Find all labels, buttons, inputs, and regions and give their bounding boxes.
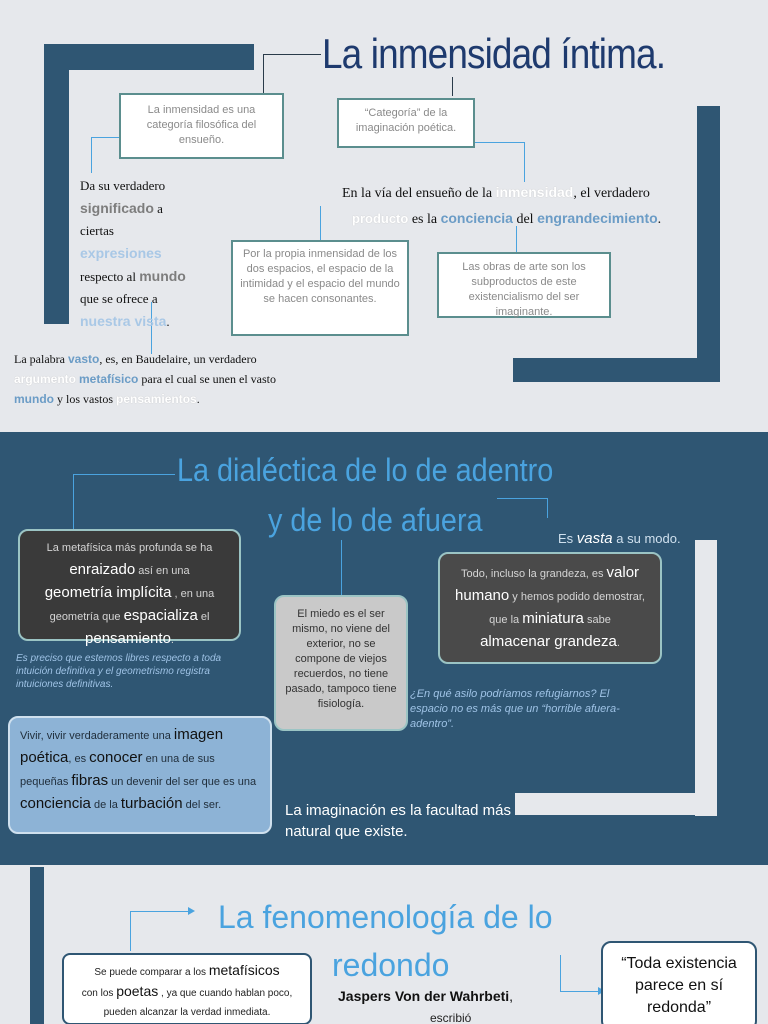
text-fragment: de la — [93, 799, 118, 811]
keyword-imagen-poetica: imagen poética — [20, 726, 224, 766]
text-fragment: así en una — [138, 565, 190, 577]
keyword-conciencia-ser: conciencia — [20, 795, 91, 812]
keyword-fibras: fibras — [71, 772, 109, 789]
box-quote: “Toda existencia parece en sí redonda” — [601, 941, 757, 1024]
keyword-almacenar-grandeza: almacenar grandeza — [480, 633, 617, 650]
text-fragment: Jaspers Von der Wahrbeti — [338, 988, 510, 1004]
text-fragment: del ser. — [185, 799, 222, 811]
bracket-left-vertical-3 — [30, 867, 44, 1024]
text-fragment: . — [616, 637, 620, 649]
text-fragment: a ciertas — [80, 201, 163, 238]
text-imaginacion: La imaginación es la facultad más natural que existe. — [285, 802, 511, 840]
keyword-mundo-vasto: mundo — [14, 392, 54, 406]
text-escribio: escribió — [430, 1011, 472, 1024]
box-miedo: El miedo es el ser mismo, no viene del exterior, no se compone de viejos recuerdos, no tiene pasado, tampoco tiene fisiología. — [274, 595, 408, 731]
text-fragment: en una de sus pequeñas — [20, 753, 215, 788]
connector-title-right — [452, 77, 453, 96]
keyword-espacializa: espacializa — [123, 607, 198, 624]
keyword-pensamientos: pensamientos — [116, 392, 197, 406]
text-fragment: del — [516, 212, 534, 227]
keyword-conciencia: conciencia — [440, 210, 513, 226]
keyword-significado: significado — [80, 200, 154, 216]
keyword-argumento: argumento — [14, 372, 77, 386]
text-fragment: , es, en Baudelaire, un verdadero — [99, 352, 257, 366]
text-fragment: Da su verdadero — [80, 178, 166, 193]
text-fragment: para el cual se unen el vasto — [141, 372, 276, 386]
text-fragment: Se puede comparar a los — [94, 967, 207, 978]
box-obras-arte: Las obras de arte son los subproductos de este existencialismo del ser imaginante. — [437, 252, 611, 318]
box-categoria-filosofica: La inmensidad es una categoría filosófica del ensueño. — [119, 93, 284, 159]
connector-title-down — [263, 54, 264, 94]
bracket-bottom-light — [515, 793, 717, 815]
keyword-nuestra-vista: nuestra vista — [80, 313, 167, 329]
text-fragment: Todo, incluso la grandeza, es — [460, 568, 604, 580]
text-fragment: con los — [81, 988, 114, 999]
keyword-producto: producto — [352, 211, 409, 226]
bracket-right-horizontal — [513, 358, 720, 382]
text-fragment: que se ofrece a — [80, 291, 158, 306]
text-significado — [80, 175, 200, 333]
section-title-inmensidad: La inmensidad íntima. — [322, 30, 666, 77]
keyword-turbacion: turbación — [120, 795, 183, 812]
text-fragment: , — [509, 988, 514, 1004]
box-vivir — [8, 716, 272, 834]
keyword-inmensidad: inmensidad — [495, 184, 574, 200]
connector-left-box — [91, 137, 119, 138]
connector-arrow-title3 — [130, 911, 190, 912]
text-fragment: sabe — [586, 614, 611, 626]
section-dialectica — [0, 432, 768, 865]
text-fragment: y los vastos — [57, 392, 114, 406]
text-fragment: , el verdadero — [573, 186, 650, 201]
text-fragment: En la vía del ensueño de la — [342, 186, 493, 201]
text-inmensidad-producto — [342, 180, 702, 232]
connector-miedo — [341, 540, 342, 596]
bracket-right-light — [695, 540, 717, 816]
connector-arrow-quote-up — [560, 955, 561, 991]
keyword-engrandecimiento: engrandecimiento — [537, 210, 658, 226]
connector-vasta — [497, 498, 547, 499]
text-jaspers — [338, 988, 513, 1004]
keyword-vasto: vasto — [67, 352, 100, 366]
box-dos-espacios: Por la propia inmensidad de los dos espacios, el espacio de la intimidad y el espacio del mundo se hacen consonantes. — [231, 240, 409, 336]
connector-poetica-down — [524, 142, 525, 182]
section-redondo — [0, 865, 768, 1024]
keyword-expresiones: expresiones — [80, 245, 162, 261]
keyword-vasta: vasta — [576, 530, 613, 547]
text-fragment: , ya que cuando hablan poco, pueden alcanzar la verdad inmediata. — [103, 988, 293, 1018]
text-fragment: La palabra — [14, 352, 65, 366]
section-inmensidad — [0, 0, 768, 432]
text-fragment: y hemos podido demostrar, que la — [489, 591, 645, 626]
keyword-miniatura: miniatura — [522, 610, 584, 627]
text-fragment: . — [166, 314, 170, 329]
text-fragment: a su modo. — [616, 531, 681, 546]
section-title-redondo-2: redondo — [332, 947, 450, 983]
connector-left-box-down — [91, 137, 92, 173]
connector-title2-down — [73, 474, 74, 530]
box-metafisica — [18, 529, 241, 647]
keyword-valor-humano: valor humano — [455, 564, 640, 604]
connector-vasta-down — [547, 498, 548, 518]
text-fragment: . — [170, 634, 174, 646]
section-title-dialectica-1: La dialéctica de lo de adentro — [177, 452, 554, 488]
text-fragment: , en una geometría que — [49, 588, 215, 623]
text-fragment: . — [196, 392, 200, 406]
connector-arrow-title3-down — [130, 911, 131, 951]
text-vasto-baudelaire — [14, 349, 314, 409]
note-asilo: ¿En qué asilo podríamos refugiarnos? El espacio no es más que un “horrible afuera-adentro”. — [410, 688, 620, 730]
keyword-mundo: mundo — [139, 268, 186, 284]
connector-title2 — [73, 474, 175, 475]
section-title-dialectica-2: y de lo de afuera — [268, 502, 483, 538]
bracket-left-vertical — [44, 44, 69, 324]
box-categoria-poetica: “Categoría” de la imaginación poética. — [337, 98, 475, 148]
keyword-metafisico: metafísico — [79, 372, 139, 386]
text-fragment: es la — [411, 212, 438, 227]
connector-title — [263, 54, 321, 55]
bracket-right-vertical — [697, 106, 720, 382]
bracket-left-horizontal — [44, 44, 254, 70]
text-fragment: La metafísica más profunda se ha — [46, 542, 213, 554]
box-comparar — [62, 953, 312, 1024]
keyword-poetas: poetas — [116, 983, 159, 999]
section-title-redondo-1: La fenomenología de lo — [218, 899, 553, 935]
keyword-conocer: conocer — [89, 749, 143, 766]
keyword-metafisicos: metafísicos — [208, 962, 280, 978]
keyword-geometria-implicita: geometría implícita — [44, 584, 172, 601]
text-fragment: Vivir, vivir verdaderamente una — [20, 730, 171, 742]
box-todo-grandeza — [438, 552, 662, 664]
text-fragment: el — [200, 611, 210, 623]
connector-arrow-quote — [560, 991, 600, 992]
text-fragment: un devenir del ser que es una — [111, 776, 257, 788]
text-fragment: respecto al — [80, 269, 136, 284]
note-libres: Es preciso que estemos libres respecto a toda intuición definitiva y el geometrismo registra intuiciones definitivas. — [16, 653, 222, 690]
connector-poetica — [474, 142, 524, 143]
text-fragment: . — [657, 212, 662, 227]
arrow-head-icon — [188, 907, 195, 915]
text-es-vasta — [558, 530, 681, 547]
connector-dos-espacios — [320, 206, 321, 240]
text-fragment: , es — [68, 753, 87, 765]
keyword-pensamiento: pensamiento — [85, 630, 171, 647]
text-fragment: Es — [558, 531, 574, 546]
keyword-enraizado: enraizado — [69, 561, 136, 578]
